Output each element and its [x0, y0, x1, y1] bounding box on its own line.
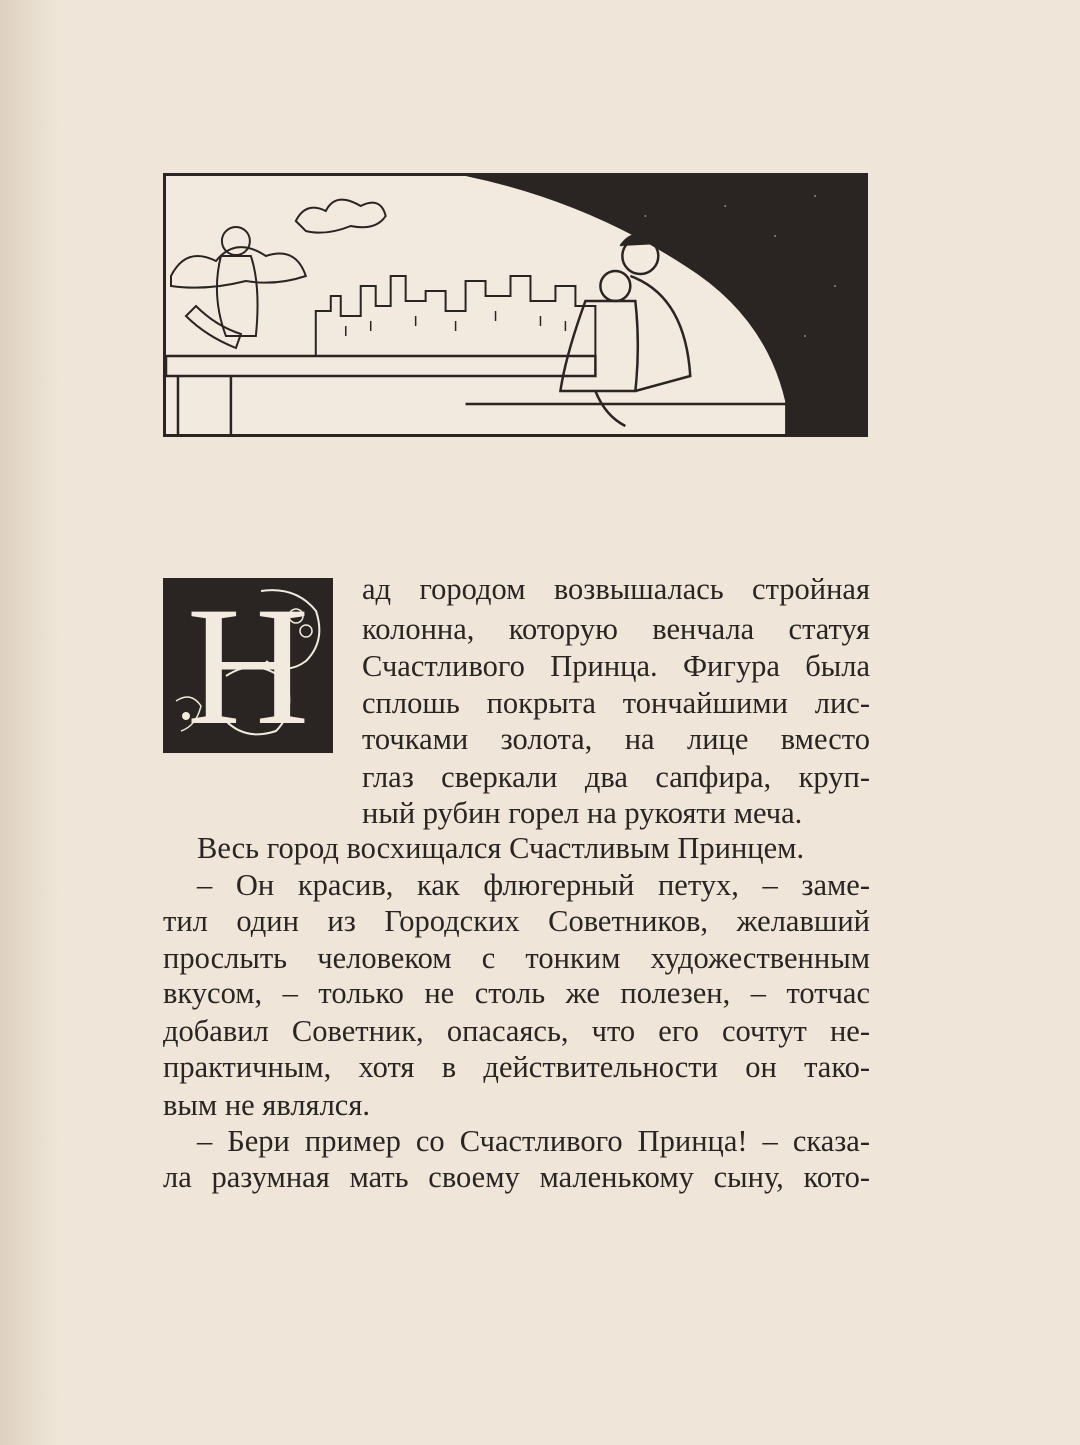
text-line: – Он красив, как флюгерный петух, – заме-: [197, 868, 870, 902]
drop-cap-letter: Н: [186, 578, 310, 753]
text-line: – Бери пример со Счастливого Принца! – сказа-: [197, 1124, 870, 1158]
text-line: практичным, хотя в действительности он тако-: [163, 1050, 870, 1084]
text-line: глаз сверкали два сапфира, круп-: [362, 760, 870, 794]
text-line: Счастливого Принца. Фигура была: [362, 649, 870, 683]
text-line: сплошь покрыта тончайшими лис-: [362, 686, 870, 720]
header-illustration: [163, 173, 868, 437]
text-line: ный рубин горел на рукояти меча.: [362, 796, 803, 830]
text-line: вым не являлся.: [163, 1088, 370, 1122]
drop-cap: [163, 578, 333, 753]
text-line: точками золота, на лице вместо: [362, 722, 870, 756]
text-line: ла разумная мать своему маленькому сыну, кото-: [163, 1160, 870, 1194]
text-line: прослыть человеком с тонким художественным: [163, 941, 870, 975]
page-edge-shadow: [0, 0, 60, 1445]
text-line: Весь город восхищался Счастливым Принцем.: [197, 831, 805, 865]
text-line: добавил Советник, опасаясь, что его сочтут не-: [163, 1014, 870, 1048]
illustration-scene: [166, 176, 865, 434]
text-line: вкусом, – только не столь же полезен, – тотчас: [163, 976, 870, 1010]
text-line: ад городом возвышалась стройная: [362, 572, 870, 606]
text-line: тил один из Городских Советников, желавший: [163, 904, 870, 938]
text-line: колонна, которую венчала статуя: [362, 612, 870, 646]
